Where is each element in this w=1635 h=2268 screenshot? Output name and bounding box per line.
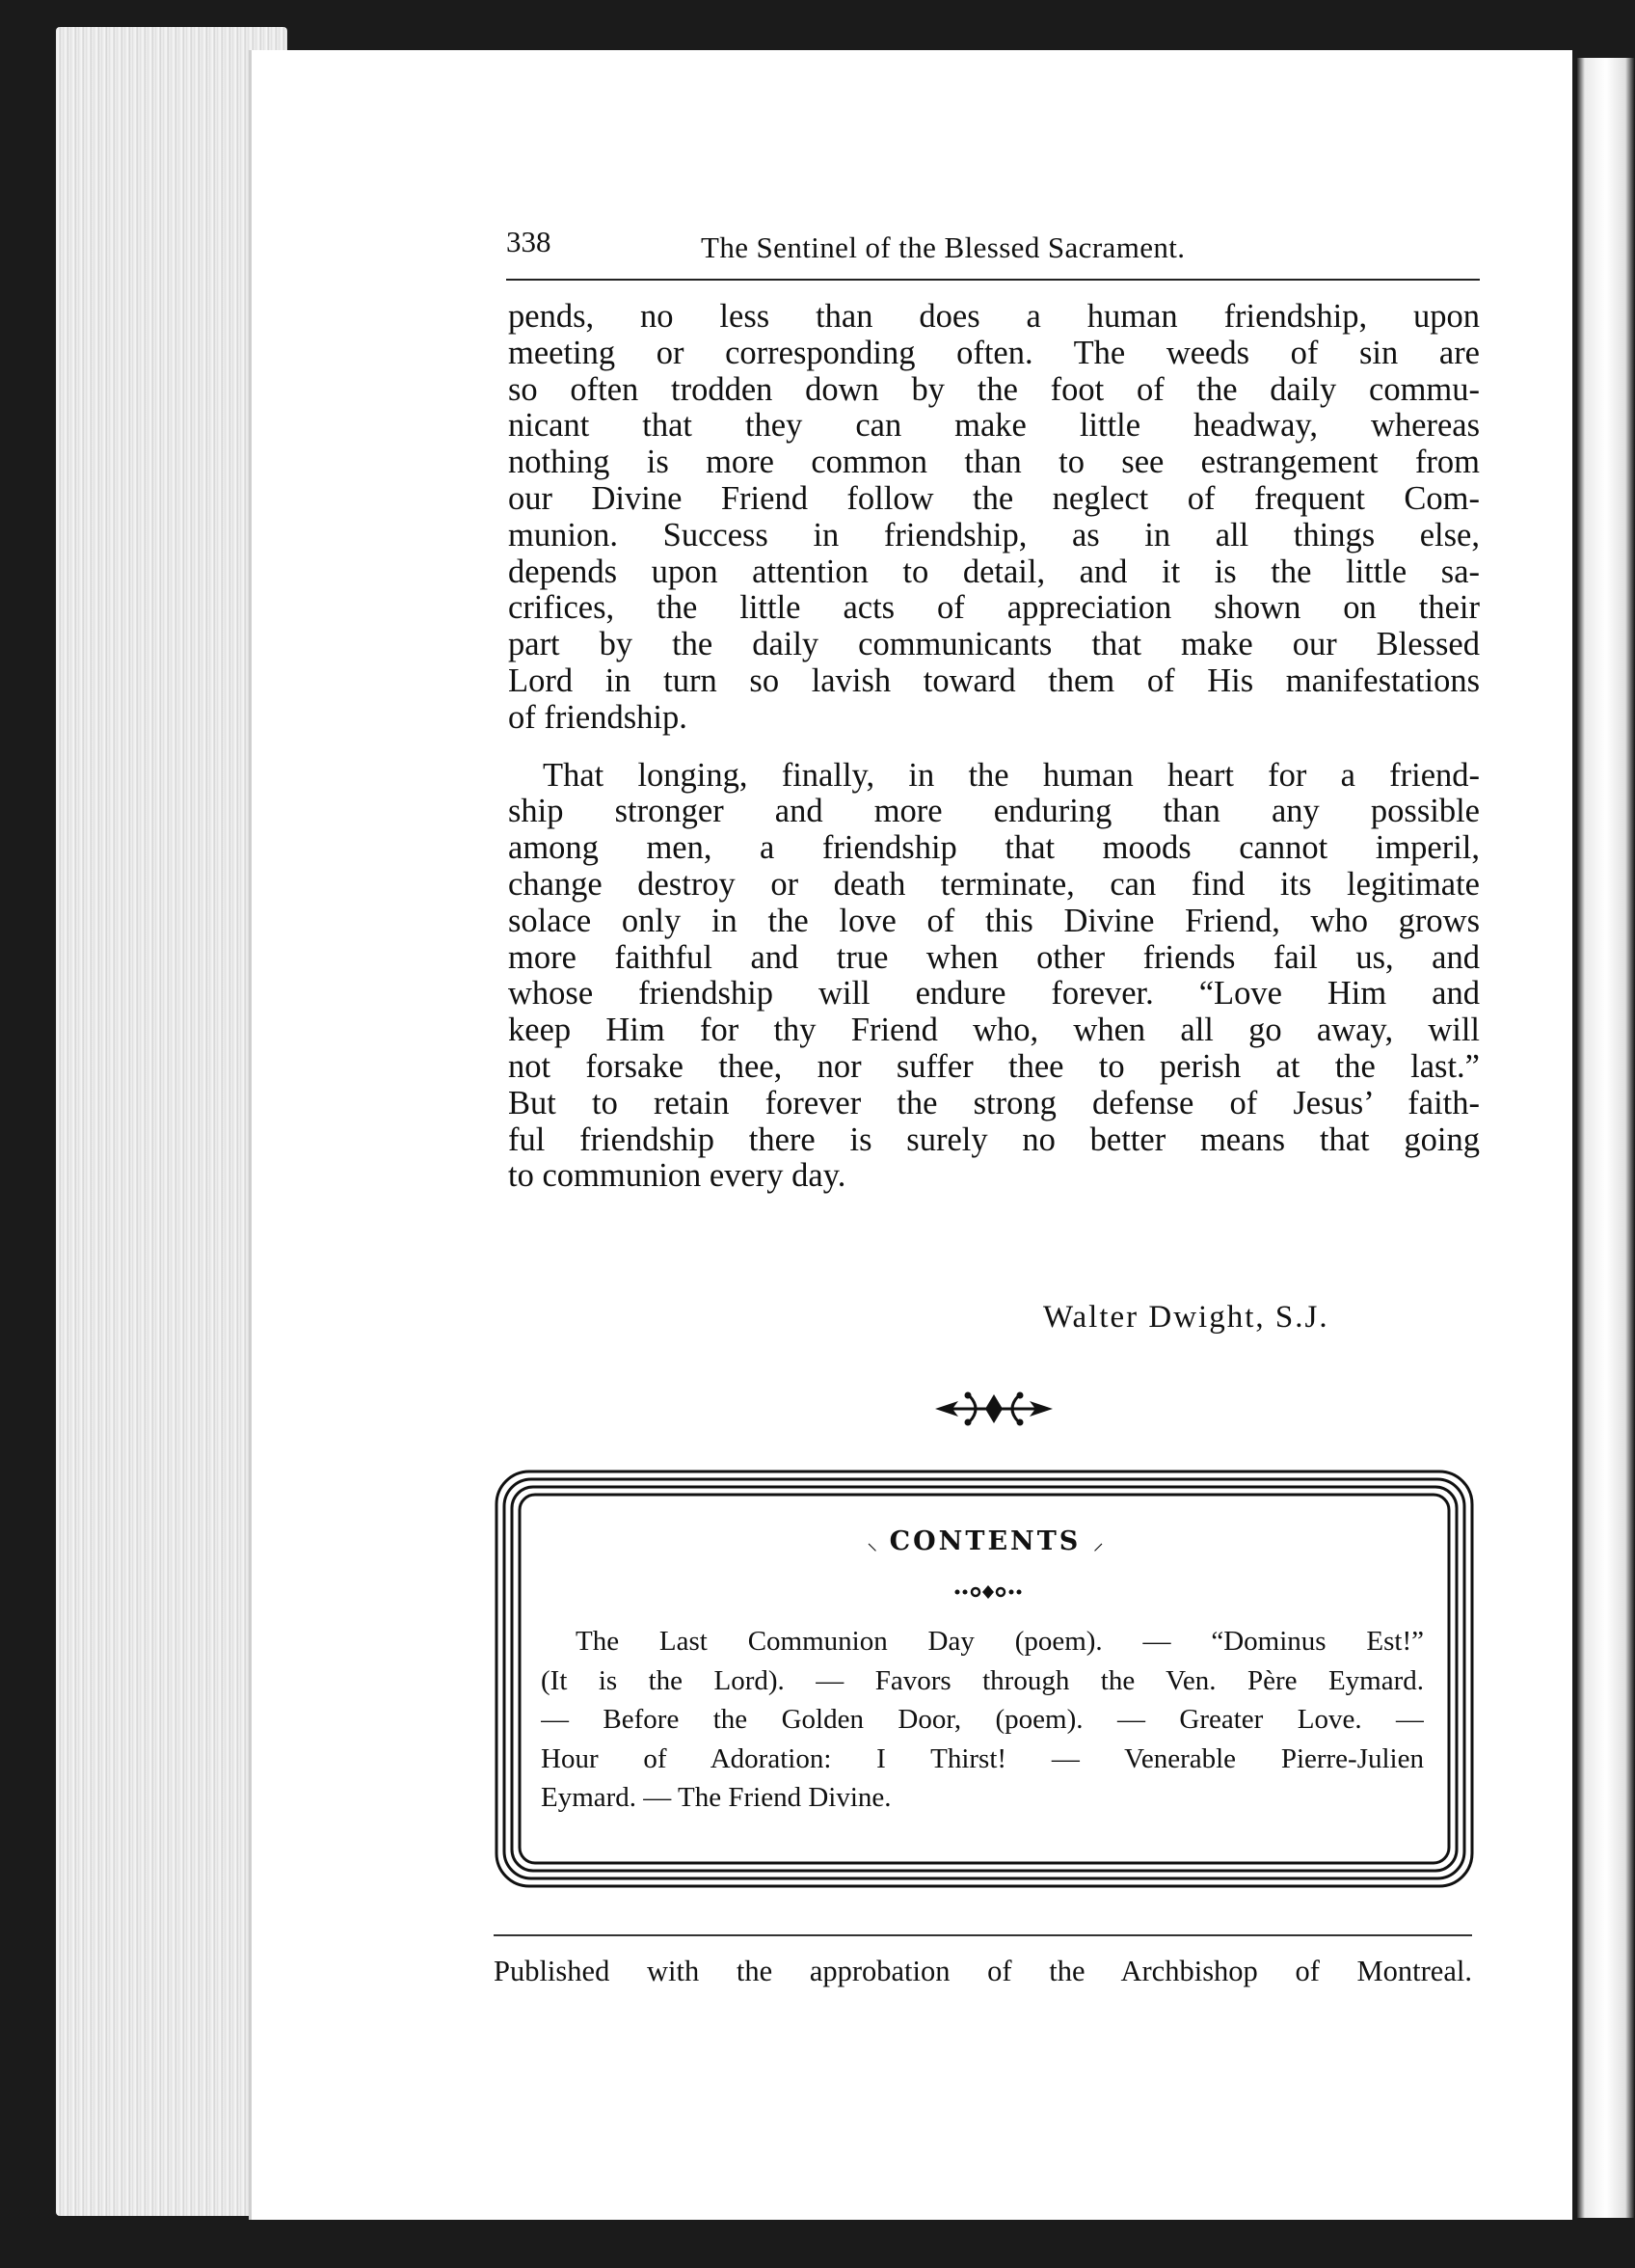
journal-title: The Sentinel of the Blessed Sacrament.	[701, 230, 1186, 264]
header-rule	[506, 279, 1480, 281]
dot-ornament-icon	[950, 1583, 1027, 1601]
fleuron-ornament-icon	[931, 1387, 1057, 1431]
text-line: not forsake thee, nor suffer thee to perish at the last.”	[508, 1048, 1480, 1085]
text-line: whose friendship will endure forever. “Love Him and	[508, 976, 1480, 1012]
article-text	[508, 299, 1480, 1195]
facing-page-edge	[1577, 58, 1635, 2218]
text-line: more faithful and true when other friends fail us, and	[508, 939, 1480, 976]
text-line: solace only in the love of this Divine Friend, who grows	[508, 903, 1480, 939]
text-line: keep Him for thy Friend who, when all go away, will	[508, 1012, 1480, 1049]
contents-line: — Before the Golden Door, (poem). — Greater Love. —	[541, 1704, 1424, 1735]
text-line: change destroy or death terminate, can find its legitimate	[508, 866, 1480, 903]
text-line: nothing is more common than to see estrangement from	[508, 445, 1480, 481]
text-line: our Divine Friend follow the neglect of frequent Com-	[508, 480, 1480, 517]
contents-line: The Last Communion Day (poem). — “Dominus Est!”	[576, 1626, 1424, 1657]
text-line: to communion every day.	[508, 1158, 846, 1195]
page-number: 338	[506, 225, 551, 258]
paragraph-2	[508, 758, 1480, 1196]
text-line: That longing, finally, in the human heart for a friend-	[543, 757, 1480, 794]
text-line: depends upon attention to detail, and it is the little sa-	[508, 554, 1480, 590]
text-line: meeting or corresponding often. The weeds of sin are	[508, 335, 1480, 371]
contents-heading	[0, 1526, 1635, 1556]
contents-line: Eymard. — The Friend Divine.	[541, 1782, 892, 1813]
text-line: crifices, the little acts of appreciation shown on their	[508, 590, 1480, 627]
contents-title: CONTENTS	[889, 1526, 1082, 1556]
swash-right-icon: ⸝	[1092, 1531, 1104, 1555]
running-head	[506, 225, 1483, 271]
text-line: Lord in turn so lavish toward them of His manifestations	[508, 662, 1480, 699]
text-line: part by the daily communicants that make our Blessed	[508, 627, 1480, 663]
text-line: so often trodden down by the foot of the daily commu-	[508, 371, 1480, 408]
text-line: ship stronger and more enduring than any possible	[508, 794, 1480, 830]
contents-list	[541, 1622, 1424, 1818]
text-line: munion. Success in friendship, as in all things else,	[508, 517, 1480, 554]
swash-left-icon: ⸜	[867, 1531, 878, 1555]
footer-rule	[494, 1934, 1472, 1936]
paragraph-1	[508, 299, 1480, 737]
text-line: nicant that they can make little headway, whereas	[508, 408, 1480, 445]
text-line: of friendship.	[508, 699, 687, 736]
contents-line: (It is the Lord). — Favors through the Ven. Père Eymard.	[541, 1664, 1424, 1696]
text-line: But to retain forever the strong defense of Jesus’ faith-	[508, 1085, 1480, 1121]
contents-line: Hour of Adoration: I Thirst! — Venerable Pierre-Julien	[541, 1742, 1424, 1774]
text-line: among men, a friendship that moods cannot imperil,	[508, 830, 1480, 867]
approbation-note: Published with the approbation of the Archbishop of Montreal.	[494, 1955, 1472, 1987]
text-line: pends, no less than does a human friendship, upon	[508, 299, 1480, 335]
author-signature: Walter Dwight, S.J.	[1043, 1300, 1329, 1335]
text-line: ful friendship there is surely no better means that going	[508, 1121, 1480, 1158]
